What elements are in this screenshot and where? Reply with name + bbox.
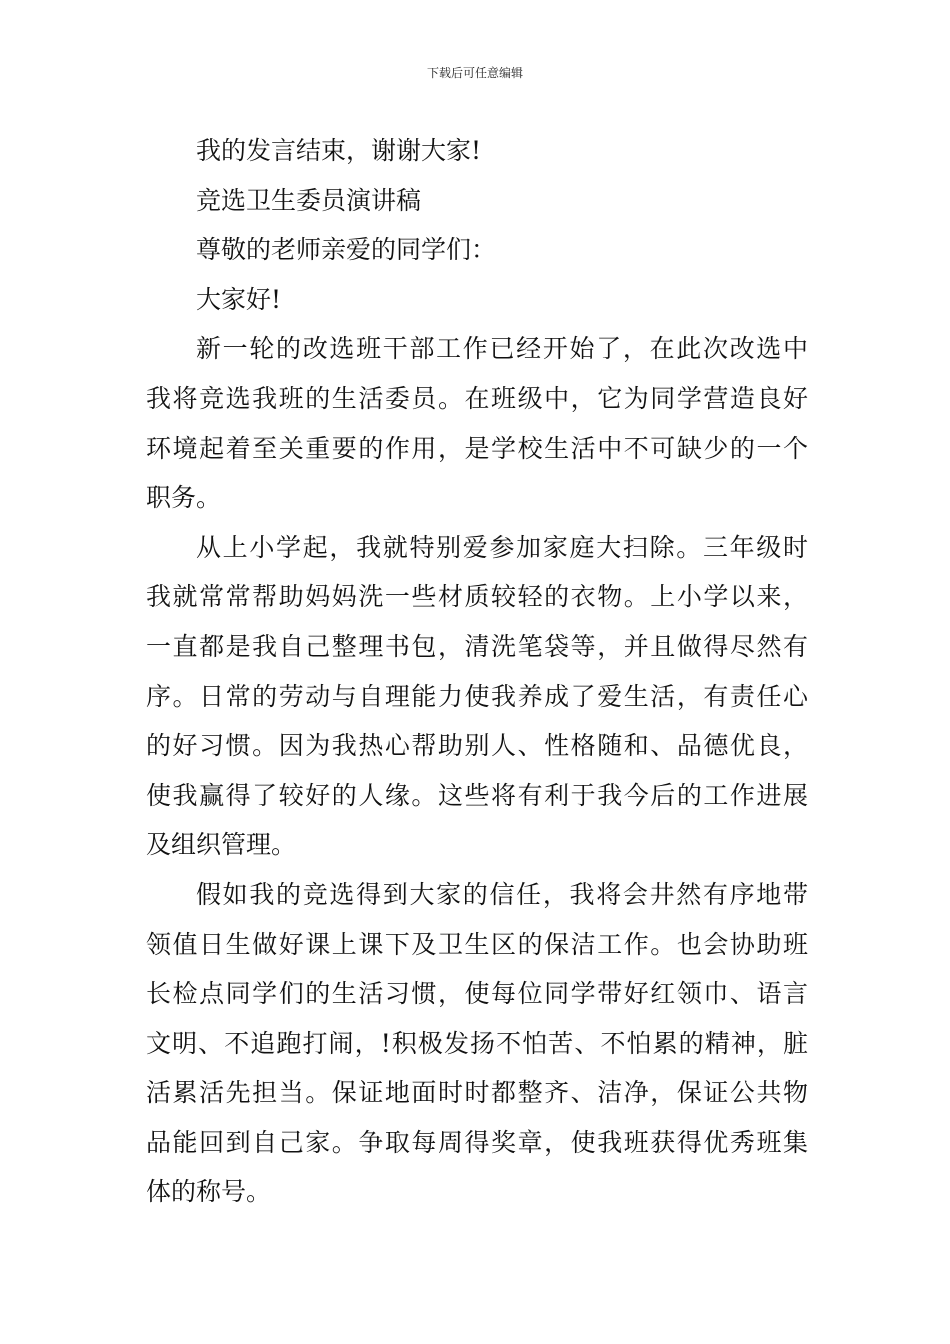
document-body	[146, 126, 808, 1217]
salutation: 尊敬的老师亲爱的同学们：	[196, 235, 497, 265]
paragraph-3-line-3: 长检点同学们的生活习惯，使每位同学带好红领巾、语言	[146, 979, 808, 1009]
paragraph-3-line-5: 活累活先担当。保证地面时时都整齐、洁净，保证公共物	[146, 1078, 808, 1108]
speech-title: 竞选卫生委员演讲稿	[196, 185, 422, 215]
paragraph-1-line-1: 新一轮的改选班干部工作已经开始了，在此次改选中	[196, 334, 808, 364]
paragraph-3-line-1: 假如我的竞选得到大家的信任，我将会井然有序地带	[196, 879, 808, 909]
paragraph-2-line-6: 使我赢得了较好的人缘。这些将有利于我今后的工作进展	[146, 780, 808, 810]
paragraph-2-line-2: 我就常常帮助妈妈洗一些材质较轻的衣物。上小学以来，	[146, 582, 808, 612]
paragraph-3-line-6: 品能回到自己家。争取每周得奖章，使我班获得优秀班集	[146, 1127, 808, 1157]
paragraph-3-line-4: 文明、不追跑打闹，!积极发扬不怕苦、不怕累的精神，脏	[146, 1028, 808, 1058]
paragraph-1-line-2: 我将竞选我班的生活委员。在班级中，它为同学营造良好	[146, 383, 808, 413]
page-header: 下载后可任意编辑	[426, 66, 523, 80]
paragraph-3-line-2: 领值日生做好课上课下及卫生区的保洁工作。也会协助班	[146, 929, 808, 959]
paragraph-1-line-3: 环境起着至关重要的作用，是学校生活中不可缺少的一个	[146, 433, 808, 463]
paragraph-2-line-5: 的好习惯。因为我热心帮助别人、性格随和、品德优良，	[146, 731, 808, 761]
greeting: 大家好!	[196, 284, 282, 314]
paragraph-2-line-4: 序。日常的劳动与自理能力使我养成了爱生活，有责任心	[146, 681, 808, 711]
paragraph-3-line-7: 体的称号。	[146, 1177, 272, 1207]
paragraph-2-line-1: 从上小学起，我就特别爱参加家庭大扫除。三年级时	[196, 532, 808, 562]
paragraph-2-line-7: 及组织管理。	[146, 830, 297, 860]
paragraph-1-line-4: 职务。	[146, 483, 222, 513]
closing-line: 我的发言结束，谢谢大家!	[196, 136, 482, 165]
paragraph-2-line-3: 一直都是我自己整理书包，清洗笔袋等，并且做得尽然有	[146, 631, 808, 661]
